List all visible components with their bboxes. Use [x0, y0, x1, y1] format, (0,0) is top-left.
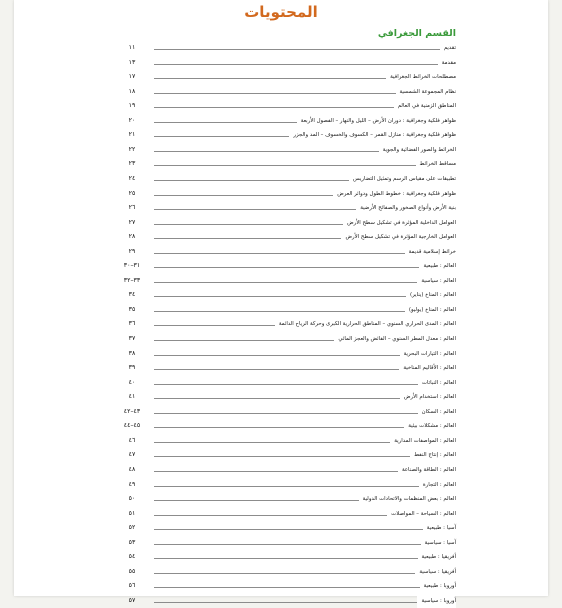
toc-row: [14, 347, 548, 361]
toc-row: [14, 172, 548, 186]
leader-line: [154, 602, 452, 603]
toc-entry-title: العالم : المناخ (يوليو): [405, 303, 456, 317]
toc-page-number: ٥٠: [128, 495, 136, 503]
toc-entry-title: تقديم: [440, 41, 456, 55]
toc-entry-title: العالم : الطاقة والصناعة: [398, 463, 456, 477]
toc-page-number: ٤٥–٤٤: [123, 422, 141, 430]
leader-line: [154, 573, 452, 574]
toc-entry-title: العالم : إنتاج النفط: [410, 448, 456, 462]
toc-page-number: ٢١: [128, 131, 136, 139]
toc-row: [14, 56, 548, 70]
toc-row: [14, 245, 548, 259]
leader-line: [154, 384, 452, 385]
toc-entry-title: العالم : السكان: [418, 405, 456, 419]
toc-entry-title: آسيا : سياسية: [421, 536, 456, 550]
toc-entry-title: العالم : المواصفات المدارية: [390, 434, 456, 448]
toc-page-number: ٤٧: [128, 451, 136, 459]
toc-row: [14, 157, 548, 171]
toc-page-number: ٢٤: [128, 174, 136, 182]
toc-row: [14, 405, 548, 419]
toc-row: [14, 521, 548, 535]
leader-line: [154, 544, 452, 545]
toc-row: [14, 434, 548, 448]
toc-page-number: ٣٤: [128, 291, 136, 299]
toc-row: [14, 565, 548, 579]
toc-entry-title: العالم : التجارة: [419, 478, 456, 492]
leader-line: [154, 165, 452, 166]
toc-entry-title: العالم : استخدام الأرض: [400, 390, 456, 404]
toc-page-number: ٣٦: [128, 320, 136, 328]
toc-page-number: ٢٢: [128, 145, 136, 153]
toc-page-number: ٢٣: [128, 160, 136, 168]
toc-page-number: ٣٨: [128, 349, 136, 357]
toc-row: [14, 361, 548, 375]
toc-page-number: ٥٤: [128, 553, 136, 561]
toc-entry-title: مقدمة: [438, 56, 456, 70]
page-title: المحتويات: [244, 3, 318, 21]
toc-row: [14, 85, 548, 99]
toc-entry-title: العالم : المدى الحراري السنوي – المناطق الحرارية الكبرى وحركة الرياح الدائمة: [275, 317, 456, 331]
toc-row: [14, 259, 548, 273]
toc-page-number: ١١: [128, 44, 136, 51]
toc-entry-title: تطبيقات على مقياس الرسم وتمثيل التضاريس: [349, 172, 456, 186]
toc-page-number: ٥١: [128, 509, 136, 517]
toc-page-number: ٥٦: [128, 582, 136, 590]
toc-row: [14, 507, 548, 521]
toc-page-number: ٥٢: [128, 524, 136, 532]
toc-entry-title: مصطلحات الخرائط الجغرافية: [386, 70, 456, 84]
toc-entry-title: العوامل الخارجية المؤثرة في تشكيل سطح الأرض: [341, 230, 456, 244]
toc-row: [14, 303, 548, 317]
section-title: القسم الجغرافي: [377, 28, 456, 39]
toc-entry-title: العالم : سياسية: [417, 274, 456, 288]
toc-row: [14, 187, 548, 201]
toc-page-number: ٢٩: [128, 247, 136, 255]
toc-page-number: ٢٦: [128, 204, 136, 212]
toc-row: [14, 332, 548, 346]
toc-row: [14, 463, 548, 477]
toc-page-number: ٣٩: [128, 364, 136, 372]
toc-page-number: ١٨: [128, 87, 136, 95]
toc-row: [14, 536, 548, 550]
toc-entry-title: العالم : النباتات: [418, 376, 456, 390]
toc-entry-title: أفريقيا : طبيعية: [418, 550, 456, 564]
toc-page-number: ٢٥: [128, 189, 136, 197]
toc-page-number: ٥٥: [128, 567, 136, 575]
toc-entry-title: خرائط إسلامية قديمة: [405, 245, 456, 259]
toc-page-number: ٥٣: [128, 538, 136, 546]
toc-page-number: ٥٧: [128, 596, 136, 604]
toc-entry-title: بنية الأرض وأنواع الصخور والصفائح الأرضية: [356, 201, 456, 215]
toc-page-number: ٤٣–٤٢: [123, 407, 141, 415]
toc-entry-title: العالم : طبيعية: [419, 259, 456, 273]
toc-page-number: ٤٩: [128, 480, 136, 488]
toc-row: [14, 492, 548, 506]
toc-row: [14, 230, 548, 244]
toc-row: [14, 216, 548, 230]
leader-line: [154, 413, 452, 414]
toc-row: [14, 579, 548, 593]
toc-page-number: ٢٨: [128, 233, 136, 241]
toc-row: [14, 376, 548, 390]
toc-row: [14, 317, 548, 331]
toc-page-number: ٣٥: [128, 305, 136, 313]
toc-row: [14, 41, 548, 55]
toc-page-number: ١٩: [128, 102, 136, 110]
toc-entry-title: الخرائط والصور الفضائية والجوية: [379, 143, 456, 157]
toc-page-number: ٣١–٣٠: [123, 262, 141, 270]
toc-row: [14, 274, 548, 288]
leader-line: [154, 49, 452, 50]
toc-row: [14, 70, 548, 84]
toc-page-number: ٤١: [128, 393, 136, 401]
toc-entry-title: العالم : المناخ (يناير): [406, 288, 456, 302]
leader-line: [154, 282, 452, 283]
toc-entry-title: مساقط الخرائط: [416, 157, 456, 171]
toc-row: [14, 419, 548, 433]
toc-row: [14, 128, 548, 142]
toc-page-number: ١٣: [128, 58, 136, 66]
toc-row: [14, 390, 548, 404]
leader-line: [154, 456, 452, 457]
toc-entry-title: نظام المجموعة الشمسية: [396, 85, 456, 99]
toc-row: [14, 201, 548, 215]
toc-entry-title: أوروبا : سياسية: [417, 594, 456, 608]
toc-entry-title: العالم : الأقاليم المناخية: [399, 361, 456, 375]
toc-entry-title: العالم : معدل المطر السنوي – الفائض والعجز المائي: [334, 332, 456, 346]
toc-entry-title: ظواهر فلكية وجغرافية : دوران الأرض – الليل والنهار – الفصول الأربعة: [297, 114, 456, 128]
toc-row: [14, 143, 548, 157]
toc-page-number: ٢٠: [128, 116, 136, 124]
leader-line: [154, 558, 452, 559]
toc-page-number: ٣٣–٣٢: [123, 276, 141, 284]
toc-page-number: ٢٧: [128, 218, 136, 226]
toc-entry-title: آسيا : طبيعية: [423, 521, 456, 535]
toc-entry-title: العالم : بعض المنظمات والاتحادات الدولية: [359, 492, 456, 506]
toc-entry-title: أوروبا : طبيعية: [420, 579, 456, 593]
toc-entry-title: أفريقيا : سياسية: [415, 565, 456, 579]
toc-entry-title: العالم : السياحة – المواصلات: [387, 507, 456, 521]
toc-row: [14, 114, 548, 128]
toc-entry-title: العالم : التيارات البحرية: [400, 347, 456, 361]
leader-line: [154, 486, 452, 487]
toc-entry-title: المناطق الزمنية في العالم: [394, 99, 456, 113]
toc-entry-title: العوامل الداخلية المؤثرة في تشكيل سطح الأرض: [343, 216, 456, 230]
toc-row: [14, 288, 548, 302]
toc-entry-title: ظواهر فلكية وجغرافية : خطوط الطول ودوائر العرض: [333, 187, 456, 201]
toc-row: [14, 448, 548, 462]
toc-page-number: ٤٨: [128, 465, 136, 473]
toc-page-number: ٤٦: [128, 436, 136, 444]
toc-row: [14, 99, 548, 113]
toc-page-number: ٤٠: [128, 378, 136, 386]
toc-row: [14, 550, 548, 564]
toc-page-number: ١٧: [128, 73, 136, 81]
leader-line: [154, 267, 452, 268]
toc-entry-title: ظواهر فلكية وجغرافية : منازل القمر – الكسوف والخسوف – المد والجزر: [289, 128, 456, 142]
toc-row: [14, 478, 548, 492]
leader-line: [154, 587, 452, 588]
toc-entry-title: العالم : مشكلات بيئية: [404, 419, 456, 433]
toc-page-number: ٣٧: [128, 335, 136, 342]
leader-line: [154, 529, 452, 530]
leader-line: [154, 64, 452, 65]
document-page: [14, 0, 548, 604]
